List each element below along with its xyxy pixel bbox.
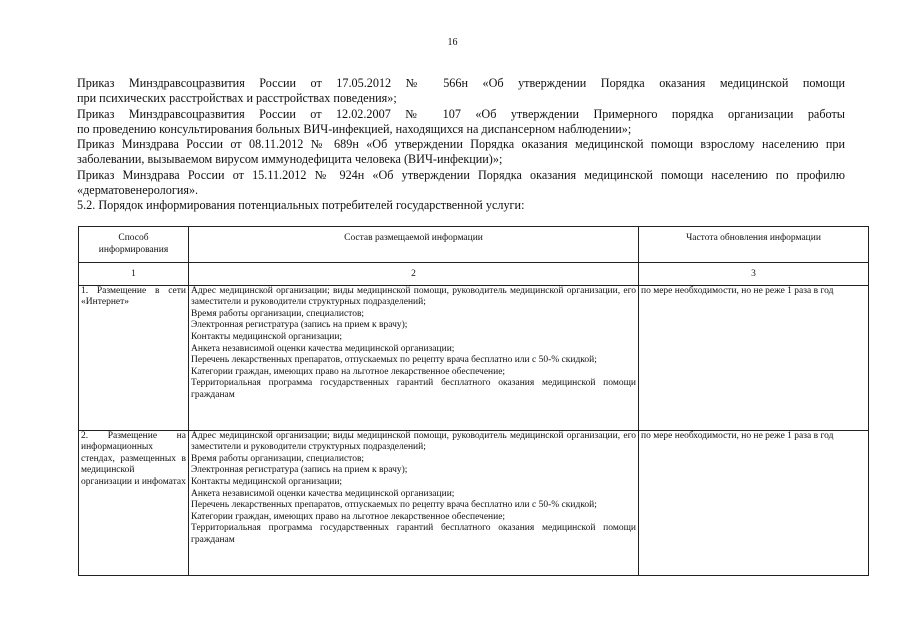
method-cell: 1. Размещение в сети «Интернет» <box>79 285 189 430</box>
section-heading: 5.2. Порядок информирования потенциальных потребителей государственной услуги: <box>77 198 525 213</box>
header-content: Состав размещаемой информации <box>189 227 639 263</box>
content-line: Категории граждан, имеющих право на льготное лекарственное обеспечение; <box>191 511 506 522</box>
regulation-line: при психических расстройствах и расстройствах поведения»; <box>77 91 397 106</box>
column-number: 3 <box>639 263 869 286</box>
regulation-line: Приказ Минздравсоцразвития России от 12.02.2007 № 107 «Об утверждении Примерного порядка организации работы <box>77 106 845 121</box>
regulation-line: Приказ Минздрава России от 15.11.2012 № 924н «Об утверждении Порядка оказания медицинской помощи населению по профилю <box>77 167 845 182</box>
regulation-list <box>77 76 845 214</box>
regulation-item <box>77 107 845 138</box>
content-line: Категории граждан, имеющих право на льготное лекарственное обеспечение; <box>191 366 506 377</box>
content-cell <box>189 430 639 575</box>
frequency-cell: по мере необходимости, но не реже 1 раза в год <box>639 285 869 430</box>
content-line: Контакты медицинской организации; <box>191 331 343 342</box>
regulation-line: по проведению консультирования больных ВИЧ-инфекцией, находящихся на диспансерном наблюдении»; <box>77 121 632 136</box>
content-line: Электронная регистратура (запись на прием к врачу); <box>191 320 408 331</box>
column-number: 2 <box>189 263 639 286</box>
regulation-line: заболевании, вызываемом вирусом иммунодефицита человека (ВИЧ-инфекции)»; <box>77 152 503 167</box>
content-line: Адрес медицинской организации; виды медицинской помощи, руководитель медицинской организации, его заместители и руководители структурных подразделений; <box>191 430 636 453</box>
regulation-line: Приказ Минздрава России от 08.11.2012 № 689н «Об утверждении Порядка оказания медицинской помощи взрослому населению при <box>77 137 845 152</box>
regulation-item <box>77 168 845 199</box>
content-line: Время работы организации, специалистов; <box>191 308 365 319</box>
regulation-item <box>77 137 845 168</box>
regulation-item <box>77 76 845 107</box>
table-row <box>79 430 869 575</box>
table-number-row <box>79 263 869 286</box>
regulation-line: Приказ Минздравсоцразвития России от 17.05.2012 № 566н «Об утверждении Порядка оказания медицинской помощи <box>77 76 845 90</box>
content-line: Перечень лекарственных препаратов, отпускаемых по рецепту врача бесплатно или с 50-% скидкой; <box>191 500 597 511</box>
content-line: Адрес медицинской организации; виды медицинской помощи, руководитель медицинской организации, его заместители и руководители структурных подразделений; <box>191 285 636 308</box>
content-line: Перечень лекарственных препаратов, отпускаемых по рецепту врача бесплатно или с 50-% скидкой; <box>191 355 597 366</box>
content-line: Территориальная программа государственных гарантий бесплатного оказания медицинской помощи гражданам <box>191 523 636 545</box>
table-header-row <box>79 227 869 263</box>
information-table <box>78 226 869 576</box>
content-line: Территориальная программа государственных гарантий бесплатного оказания медицинской помощи гражданам <box>191 378 636 400</box>
header-frequency: Частота обновления информации <box>639 227 869 263</box>
frequency-cell: по мере необходимости, но не реже 1 раза в год <box>639 430 869 575</box>
regulation-line: «дерматовенерология». <box>77 183 199 198</box>
column-number: 1 <box>79 263 189 286</box>
page-number: 16 <box>447 37 458 48</box>
content-line: Электронная регистратура (запись на прием к врачу); <box>191 465 408 476</box>
table-row <box>79 285 869 430</box>
method-cell: 2. Размещение на информационных стендах, размещенных в медицинской организации и инфоматах <box>79 430 189 575</box>
content-line: Время работы организации, специалистов; <box>191 453 365 464</box>
header-method: Способ информирования <box>79 227 189 263</box>
content-cell <box>189 285 639 430</box>
content-line: Контакты медицинской организации; <box>191 476 343 487</box>
content-line: Анкета независимой оценки качества медицинской организации; <box>191 488 455 499</box>
content-line: Анкета независимой оценки качества медицинской организации; <box>191 343 455 354</box>
